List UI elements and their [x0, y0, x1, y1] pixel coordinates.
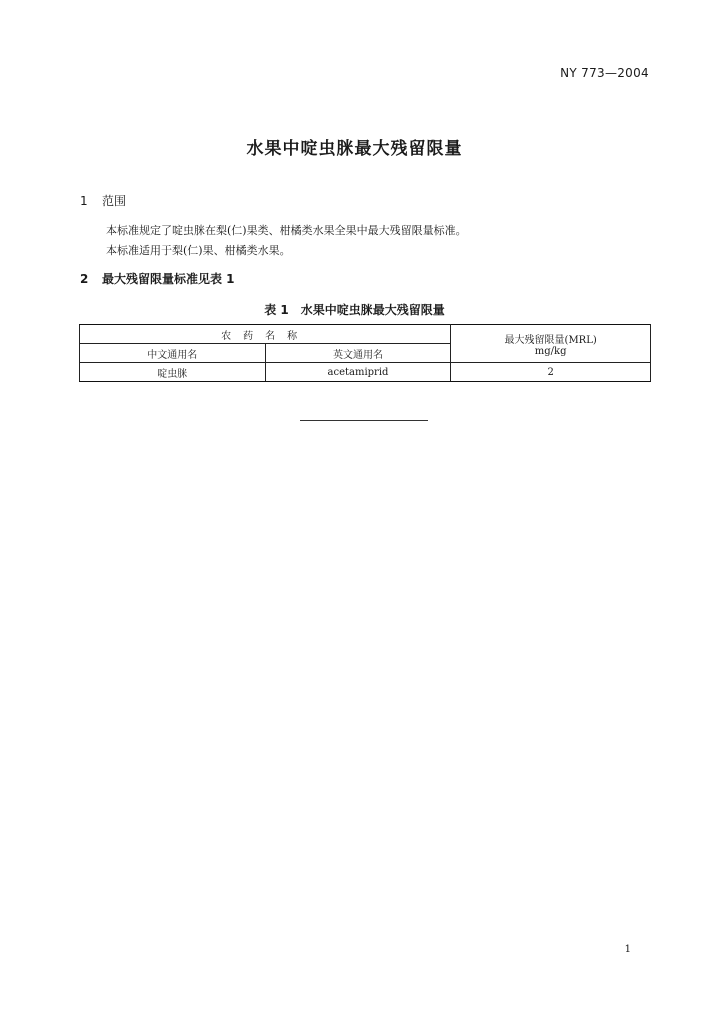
section-2-number: 2 [80, 272, 89, 286]
page-number: 1 [624, 944, 631, 955]
row-chinese-name: 啶虫脒 [80, 363, 266, 382]
section-2-title: 最大残留限量标准见表 1 [102, 272, 235, 286]
section-1-paragraph-1: 本标准规定了啶虫脒在梨(仁)果类、柑橘类水果全果中最大残留限量标准。 [106, 224, 467, 237]
row-mrl-value: 2 [451, 363, 651, 382]
row-english-name: acetamiprid [265, 363, 451, 382]
pesticide-name-header: 农药名称 [80, 325, 451, 344]
table-caption: 表 1 水果中啶虫脒最大残留限量 [264, 303, 445, 317]
standard-code: NY 773—2004 [560, 66, 649, 80]
table-row [80, 363, 651, 382]
document-title: 水果中啶虫脒最大残留限量 [246, 139, 463, 159]
mrl-header [451, 325, 651, 363]
mrl-header-label: 最大残留限量(MRL) [504, 334, 597, 346]
mrl-header-unit: mg/kg [534, 345, 567, 357]
section-1-number: 1 [80, 194, 88, 208]
end-of-document-rule [300, 420, 428, 421]
english-name-header: 英文通用名 [265, 344, 451, 363]
section-1-paragraph-2: 本标准适用于梨(仁)果、柑橘类水果。 [106, 244, 291, 257]
section-2-heading [80, 270, 235, 287]
section-1-heading [80, 192, 126, 209]
mrl-table [79, 324, 651, 382]
section-1-title: 范围 [102, 194, 127, 208]
chinese-name-header: 中文通用名 [80, 344, 266, 363]
